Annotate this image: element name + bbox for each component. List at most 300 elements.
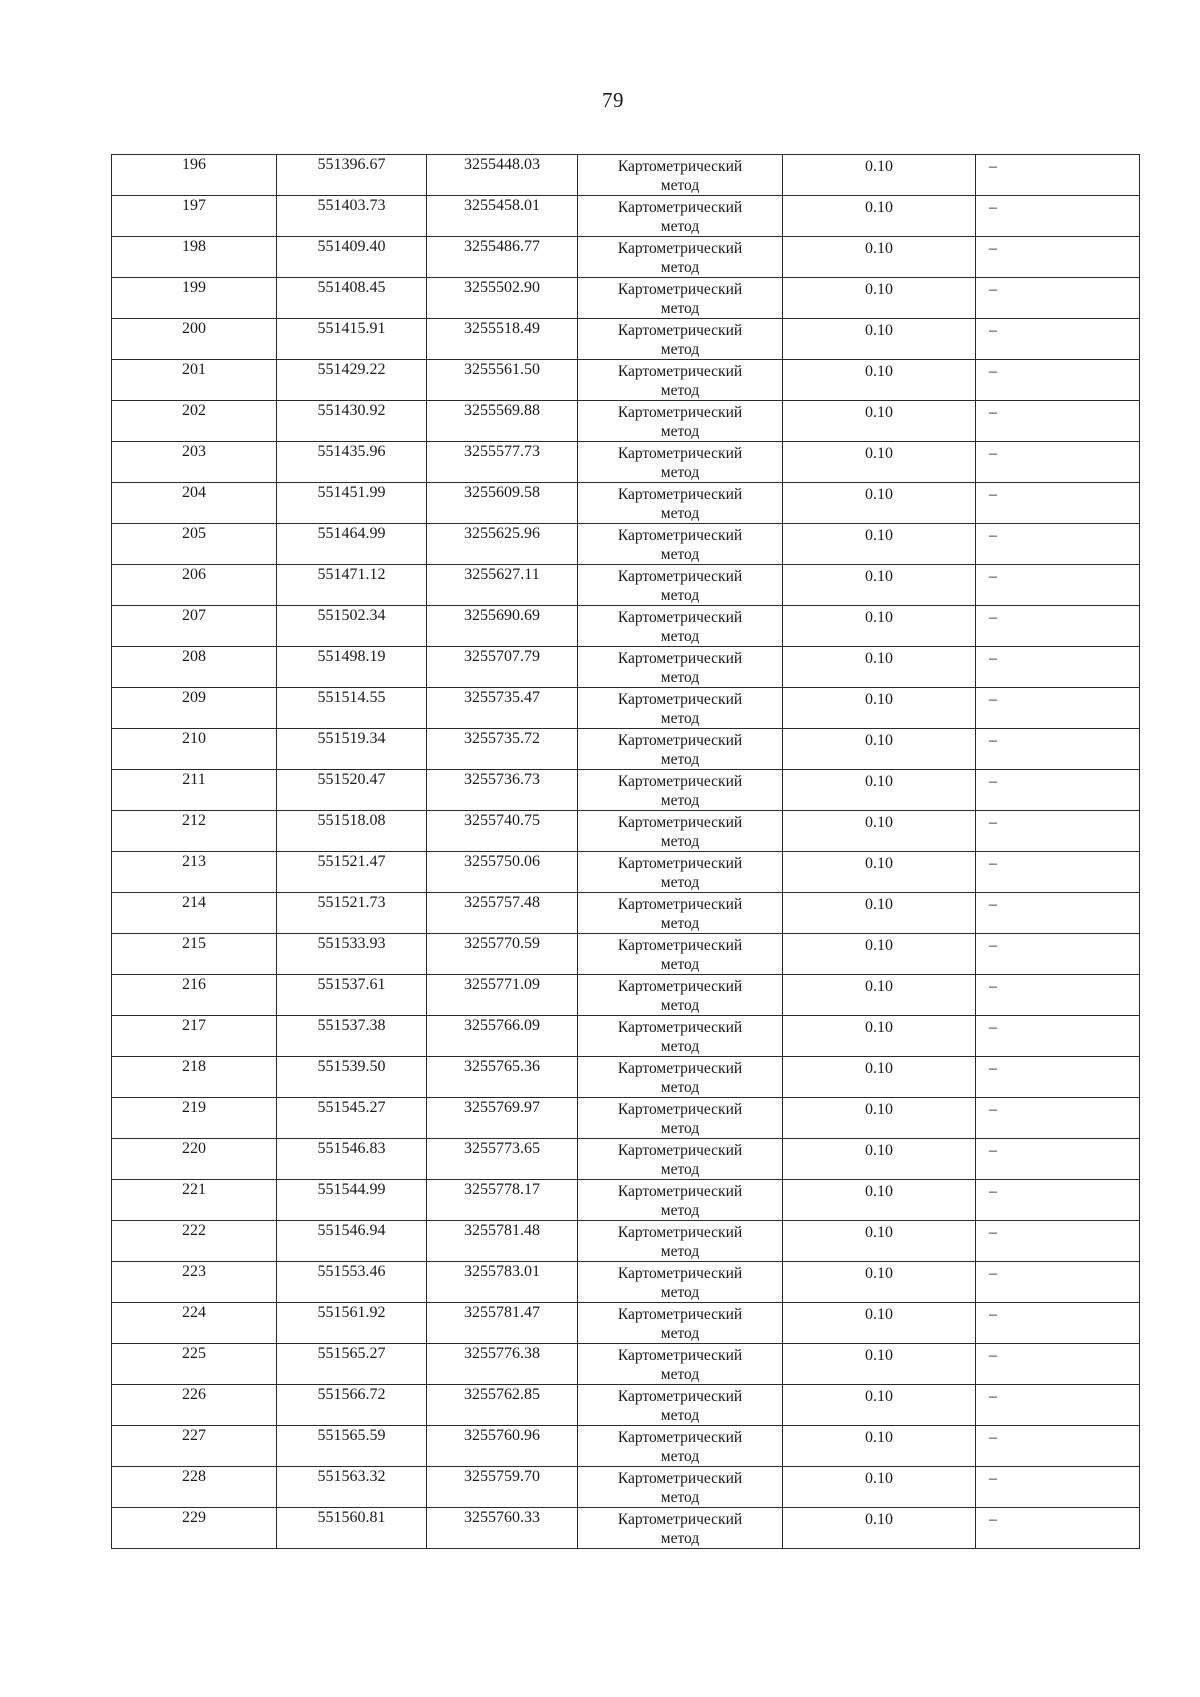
accuracy-cell: 0.10	[783, 852, 976, 893]
x-coordinate-cell: 551429.22	[277, 360, 427, 401]
note-cell: –	[976, 1139, 1140, 1180]
method-line-1: Картометрический	[617, 1306, 743, 1323]
point-number-cell: 204	[112, 483, 277, 524]
point-number-cell: 229	[112, 1508, 277, 1549]
x-coordinate-cell: 551415.91	[277, 319, 427, 360]
method-line-2: метод	[660, 1284, 700, 1301]
y-coordinate-cell: 3255783.01	[427, 1262, 578, 1303]
accuracy-cell: 0.10	[783, 1180, 976, 1221]
accuracy-cell: 0.10	[783, 442, 976, 483]
accuracy-cell: 0.10	[783, 606, 976, 647]
point-number-cell: 198	[112, 237, 277, 278]
method-cell	[578, 606, 783, 647]
note-cell: –	[976, 688, 1140, 729]
y-coordinate-cell: 3255609.58	[427, 483, 578, 524]
method-line-2: метод	[660, 423, 700, 440]
accuracy-cell: 0.10	[783, 483, 976, 524]
coordinates-table-body	[112, 155, 1140, 1549]
method-cell	[578, 1467, 783, 1508]
method-cell	[578, 1180, 783, 1221]
note-cell: –	[976, 893, 1140, 934]
method-line-2: метод	[660, 1325, 700, 1342]
y-coordinate-cell: 3255625.96	[427, 524, 578, 565]
table-row	[112, 811, 1140, 852]
method-line-1: Картометрический	[617, 1429, 743, 1446]
y-coordinate-cell: 3255458.01	[427, 196, 578, 237]
accuracy-cell: 0.10	[783, 893, 976, 934]
table-row	[112, 1180, 1140, 1221]
method-line-1: Картометрический	[617, 1511, 743, 1528]
x-coordinate-cell: 551566.72	[277, 1385, 427, 1426]
method-cell	[578, 483, 783, 524]
note-cell: –	[976, 1467, 1140, 1508]
note-cell: –	[976, 1426, 1140, 1467]
note-cell: –	[976, 811, 1140, 852]
point-number-cell: 219	[112, 1098, 277, 1139]
accuracy-cell: 0.10	[783, 1221, 976, 1262]
x-coordinate-cell: 551545.27	[277, 1098, 427, 1139]
accuracy-cell: 0.10	[783, 1098, 976, 1139]
x-coordinate-cell: 551502.34	[277, 606, 427, 647]
method-line-2: метод	[660, 1366, 700, 1383]
point-number-cell: 208	[112, 647, 277, 688]
accuracy-cell: 0.10	[783, 1262, 976, 1303]
point-number-cell: 205	[112, 524, 277, 565]
method-line-1: Картометрический	[617, 650, 743, 667]
method-cell	[578, 975, 783, 1016]
point-number-cell: 203	[112, 442, 277, 483]
accuracy-cell: 0.10	[783, 237, 976, 278]
table-row	[112, 360, 1140, 401]
table-row	[112, 524, 1140, 565]
method-line-1: Картометрический	[617, 691, 743, 708]
point-number-cell: 210	[112, 729, 277, 770]
method-line-2: метод	[660, 505, 700, 522]
method-line-1: Картометрический	[617, 978, 743, 995]
note-cell: –	[976, 1180, 1140, 1221]
y-coordinate-cell: 3255569.88	[427, 401, 578, 442]
accuracy-cell: 0.10	[783, 1467, 976, 1508]
method-line-1: Картометрический	[617, 773, 743, 790]
method-line-1: Картометрический	[617, 363, 743, 380]
point-number-cell: 209	[112, 688, 277, 729]
method-cell	[578, 1385, 783, 1426]
point-number-cell: 224	[112, 1303, 277, 1344]
x-coordinate-cell: 551561.92	[277, 1303, 427, 1344]
method-line-1: Картометрический	[617, 199, 743, 216]
method-line-2: метод	[660, 587, 700, 604]
method-line-2: метод	[660, 1243, 700, 1260]
method-cell	[578, 729, 783, 770]
x-coordinate-cell: 551409.40	[277, 237, 427, 278]
table-row	[112, 1262, 1140, 1303]
accuracy-cell: 0.10	[783, 360, 976, 401]
y-coordinate-cell: 3255762.85	[427, 1385, 578, 1426]
method-cell	[578, 565, 783, 606]
y-coordinate-cell: 3255759.70	[427, 1467, 578, 1508]
note-cell: –	[976, 155, 1140, 196]
x-coordinate-cell: 551539.50	[277, 1057, 427, 1098]
method-line-1: Картометрический	[617, 1060, 743, 1077]
method-cell	[578, 360, 783, 401]
note-cell: –	[976, 1508, 1140, 1549]
point-number-cell: 221	[112, 1180, 277, 1221]
method-cell	[578, 319, 783, 360]
method-cell	[578, 811, 783, 852]
method-cell	[578, 237, 783, 278]
accuracy-cell: 0.10	[783, 565, 976, 606]
y-coordinate-cell: 3255518.49	[427, 319, 578, 360]
table-row	[112, 1221, 1140, 1262]
accuracy-cell: 0.10	[783, 1303, 976, 1344]
point-number-cell: 211	[112, 770, 277, 811]
method-line-1: Картометрический	[617, 1388, 743, 1405]
table-row	[112, 688, 1140, 729]
note-cell: –	[976, 1303, 1140, 1344]
method-line-2: метод	[660, 1038, 700, 1055]
x-coordinate-cell: 551498.19	[277, 647, 427, 688]
accuracy-cell: 0.10	[783, 401, 976, 442]
method-line-1: Картометрический	[617, 445, 743, 462]
accuracy-cell: 0.10	[783, 975, 976, 1016]
method-line-2: метод	[660, 1530, 700, 1547]
method-line-1: Картометрический	[617, 404, 743, 421]
table-row	[112, 1098, 1140, 1139]
accuracy-cell: 0.10	[783, 647, 976, 688]
x-coordinate-cell: 551560.81	[277, 1508, 427, 1549]
point-number-cell: 222	[112, 1221, 277, 1262]
method-line-2: метод	[660, 382, 700, 399]
note-cell: –	[976, 934, 1140, 975]
method-cell	[578, 278, 783, 319]
accuracy-cell: 0.10	[783, 1057, 976, 1098]
method-line-1: Картометрический	[617, 855, 743, 872]
method-line-2: метод	[660, 1407, 700, 1424]
accuracy-cell: 0.10	[783, 1344, 976, 1385]
y-coordinate-cell: 3255781.48	[427, 1221, 578, 1262]
method-cell	[578, 1262, 783, 1303]
method-line-2: метод	[660, 628, 700, 645]
table-row	[112, 1426, 1140, 1467]
note-cell: –	[976, 1385, 1140, 1426]
table-row	[112, 196, 1140, 237]
x-coordinate-cell: 551544.99	[277, 1180, 427, 1221]
method-line-2: метод	[660, 1202, 700, 1219]
table-row	[112, 483, 1140, 524]
y-coordinate-cell: 3255778.17	[427, 1180, 578, 1221]
note-cell: –	[976, 1098, 1140, 1139]
x-coordinate-cell: 551533.93	[277, 934, 427, 975]
point-number-cell: 228	[112, 1467, 277, 1508]
y-coordinate-cell: 3255577.73	[427, 442, 578, 483]
table-row	[112, 1344, 1140, 1385]
method-line-1: Картометрический	[617, 937, 743, 954]
accuracy-cell: 0.10	[783, 1508, 976, 1549]
x-coordinate-cell: 551403.73	[277, 196, 427, 237]
point-number-cell: 199	[112, 278, 277, 319]
method-line-1: Картометрический	[617, 486, 743, 503]
method-cell	[578, 770, 783, 811]
point-number-cell: 226	[112, 1385, 277, 1426]
method-line-1: Картометрический	[617, 609, 743, 626]
accuracy-cell: 0.10	[783, 1139, 976, 1180]
accuracy-cell: 0.10	[783, 729, 976, 770]
method-cell	[578, 893, 783, 934]
accuracy-cell: 0.10	[783, 524, 976, 565]
method-line-2: метод	[660, 1079, 700, 1096]
accuracy-cell: 0.10	[783, 811, 976, 852]
note-cell: –	[976, 1221, 1140, 1262]
note-cell: –	[976, 852, 1140, 893]
method-line-1: Картометрический	[617, 1470, 743, 1487]
method-cell	[578, 442, 783, 483]
method-line-1: Картометрический	[617, 732, 743, 749]
y-coordinate-cell: 3255773.65	[427, 1139, 578, 1180]
accuracy-cell: 0.10	[783, 1385, 976, 1426]
table-row	[112, 934, 1140, 975]
note-cell: –	[976, 360, 1140, 401]
x-coordinate-cell: 551553.46	[277, 1262, 427, 1303]
method-cell	[578, 688, 783, 729]
x-coordinate-cell: 551565.27	[277, 1344, 427, 1385]
table-row	[112, 975, 1140, 1016]
point-number-cell: 215	[112, 934, 277, 975]
note-cell: –	[976, 278, 1140, 319]
x-coordinate-cell: 551563.32	[277, 1467, 427, 1508]
table-row	[112, 1385, 1140, 1426]
table-row	[112, 606, 1140, 647]
point-number-cell: 206	[112, 565, 277, 606]
note-cell: –	[976, 606, 1140, 647]
y-coordinate-cell: 3255769.97	[427, 1098, 578, 1139]
page-number: 79	[602, 88, 624, 112]
table-row	[112, 1508, 1140, 1549]
x-coordinate-cell: 551430.92	[277, 401, 427, 442]
point-number-cell: 214	[112, 893, 277, 934]
method-line-2: метод	[660, 218, 700, 235]
note-cell: –	[976, 442, 1140, 483]
note-cell: –	[976, 729, 1140, 770]
point-number-cell: 202	[112, 401, 277, 442]
note-cell: –	[976, 647, 1140, 688]
method-line-2: метод	[660, 177, 700, 194]
accuracy-cell: 0.10	[783, 688, 976, 729]
table-row	[112, 565, 1140, 606]
note-cell: –	[976, 975, 1140, 1016]
method-line-1: Картометрический	[617, 1224, 743, 1241]
coordinates-table	[111, 154, 1140, 1549]
method-cell	[578, 1303, 783, 1344]
method-cell	[578, 401, 783, 442]
point-number-cell: 217	[112, 1016, 277, 1057]
x-coordinate-cell: 551408.45	[277, 278, 427, 319]
note-cell: –	[976, 401, 1140, 442]
table-row	[112, 1303, 1140, 1344]
method-line-1: Картометрический	[617, 158, 743, 175]
y-coordinate-cell: 3255448.03	[427, 155, 578, 196]
point-number-cell: 225	[112, 1344, 277, 1385]
method-line-2: метод	[660, 1161, 700, 1178]
method-cell	[578, 155, 783, 196]
x-coordinate-cell: 551464.99	[277, 524, 427, 565]
table-row	[112, 647, 1140, 688]
point-number-cell: 218	[112, 1057, 277, 1098]
point-number-cell: 220	[112, 1139, 277, 1180]
method-cell	[578, 934, 783, 975]
x-coordinate-cell: 551546.94	[277, 1221, 427, 1262]
y-coordinate-cell: 3255770.59	[427, 934, 578, 975]
x-coordinate-cell: 551565.59	[277, 1426, 427, 1467]
table-row	[112, 770, 1140, 811]
method-line-1: Картометрический	[617, 1265, 743, 1282]
method-cell	[578, 1098, 783, 1139]
y-coordinate-cell: 3255707.79	[427, 647, 578, 688]
accuracy-cell: 0.10	[783, 278, 976, 319]
y-coordinate-cell: 3255760.33	[427, 1508, 578, 1549]
point-number-cell: 227	[112, 1426, 277, 1467]
y-coordinate-cell: 3255771.09	[427, 975, 578, 1016]
y-coordinate-cell: 3255781.47	[427, 1303, 578, 1344]
x-coordinate-cell: 551537.38	[277, 1016, 427, 1057]
method-line-2: метод	[660, 997, 700, 1014]
x-coordinate-cell: 551514.55	[277, 688, 427, 729]
point-number-cell: 196	[112, 155, 277, 196]
y-coordinate-cell: 3255765.36	[427, 1057, 578, 1098]
y-coordinate-cell: 3255740.75	[427, 811, 578, 852]
method-line-1: Картометрический	[617, 527, 743, 544]
method-line-2: метод	[660, 1489, 700, 1506]
y-coordinate-cell: 3255627.11	[427, 565, 578, 606]
method-line-2: метод	[660, 833, 700, 850]
x-coordinate-cell: 551520.47	[277, 770, 427, 811]
method-line-1: Картометрический	[617, 1142, 743, 1159]
accuracy-cell: 0.10	[783, 770, 976, 811]
accuracy-cell: 0.10	[783, 155, 976, 196]
method-cell	[578, 524, 783, 565]
method-line-2: метод	[660, 669, 700, 686]
method-cell	[578, 647, 783, 688]
y-coordinate-cell: 3255757.48	[427, 893, 578, 934]
accuracy-cell: 0.10	[783, 1426, 976, 1467]
point-number-cell: 200	[112, 319, 277, 360]
y-coordinate-cell: 3255486.77	[427, 237, 578, 278]
y-coordinate-cell: 3255502.90	[427, 278, 578, 319]
point-number-cell: 212	[112, 811, 277, 852]
note-cell: –	[976, 565, 1140, 606]
table-row	[112, 893, 1140, 934]
x-coordinate-cell: 551471.12	[277, 565, 427, 606]
method-cell	[578, 196, 783, 237]
table-row	[112, 1057, 1140, 1098]
method-cell	[578, 1139, 783, 1180]
point-number-cell: 223	[112, 1262, 277, 1303]
method-cell	[578, 1016, 783, 1057]
table-row	[112, 237, 1140, 278]
x-coordinate-cell: 551537.61	[277, 975, 427, 1016]
table-row	[112, 729, 1140, 770]
note-cell: –	[976, 196, 1140, 237]
note-cell: –	[976, 1057, 1140, 1098]
note-cell: –	[976, 1262, 1140, 1303]
table-row	[112, 1467, 1140, 1508]
point-number-cell: 213	[112, 852, 277, 893]
table-row	[112, 442, 1140, 483]
method-line-2: метод	[660, 751, 700, 768]
method-line-1: Картометрический	[617, 1019, 743, 1036]
method-line-1: Картометрический	[617, 896, 743, 913]
note-cell: –	[976, 237, 1140, 278]
note-cell: –	[976, 1016, 1140, 1057]
table-row	[112, 1139, 1140, 1180]
table-row	[112, 1016, 1140, 1057]
method-cell	[578, 1508, 783, 1549]
y-coordinate-cell: 3255776.38	[427, 1344, 578, 1385]
method-line-2: метод	[660, 1448, 700, 1465]
note-cell: –	[976, 319, 1140, 360]
method-cell	[578, 1221, 783, 1262]
method-line-2: метод	[660, 1120, 700, 1137]
table-row	[112, 401, 1140, 442]
table-row	[112, 278, 1140, 319]
x-coordinate-cell: 551519.34	[277, 729, 427, 770]
method-line-1: Картометрический	[617, 568, 743, 585]
method-line-2: метод	[660, 546, 700, 563]
x-coordinate-cell: 551521.47	[277, 852, 427, 893]
method-line-2: метод	[660, 956, 700, 973]
method-line-2: метод	[660, 915, 700, 932]
method-cell	[578, 1057, 783, 1098]
method-line-1: Картометрический	[617, 1347, 743, 1364]
method-cell	[578, 1344, 783, 1385]
method-line-1: Картометрический	[617, 1183, 743, 1200]
method-line-2: метод	[660, 710, 700, 727]
method-line-1: Картометрический	[617, 1101, 743, 1118]
method-line-1: Картометрический	[617, 240, 743, 257]
point-number-cell: 197	[112, 196, 277, 237]
y-coordinate-cell: 3255561.50	[427, 360, 578, 401]
y-coordinate-cell: 3255736.73	[427, 770, 578, 811]
method-line-2: метод	[660, 874, 700, 891]
x-coordinate-cell: 551396.67	[277, 155, 427, 196]
method-line-2: метод	[660, 300, 700, 317]
note-cell: –	[976, 1344, 1140, 1385]
table-row	[112, 852, 1140, 893]
table-row	[112, 319, 1140, 360]
note-cell: –	[976, 524, 1140, 565]
x-coordinate-cell: 551521.73	[277, 893, 427, 934]
accuracy-cell: 0.10	[783, 196, 976, 237]
y-coordinate-cell: 3255735.47	[427, 688, 578, 729]
accuracy-cell: 0.10	[783, 934, 976, 975]
y-coordinate-cell: 3255766.09	[427, 1016, 578, 1057]
point-number-cell: 201	[112, 360, 277, 401]
method-line-1: Картометрический	[617, 281, 743, 298]
accuracy-cell: 0.10	[783, 1016, 976, 1057]
method-line-2: метод	[660, 259, 700, 276]
method-line-2: метод	[660, 341, 700, 358]
note-cell: –	[976, 770, 1140, 811]
point-number-cell: 216	[112, 975, 277, 1016]
x-coordinate-cell: 551518.08	[277, 811, 427, 852]
method-line-1: Картометрический	[617, 814, 743, 831]
y-coordinate-cell: 3255690.69	[427, 606, 578, 647]
method-line-2: метод	[660, 792, 700, 809]
x-coordinate-cell: 551451.99	[277, 483, 427, 524]
y-coordinate-cell: 3255760.96	[427, 1426, 578, 1467]
table-row	[112, 155, 1140, 196]
method-cell	[578, 1426, 783, 1467]
y-coordinate-cell: 3255750.06	[427, 852, 578, 893]
